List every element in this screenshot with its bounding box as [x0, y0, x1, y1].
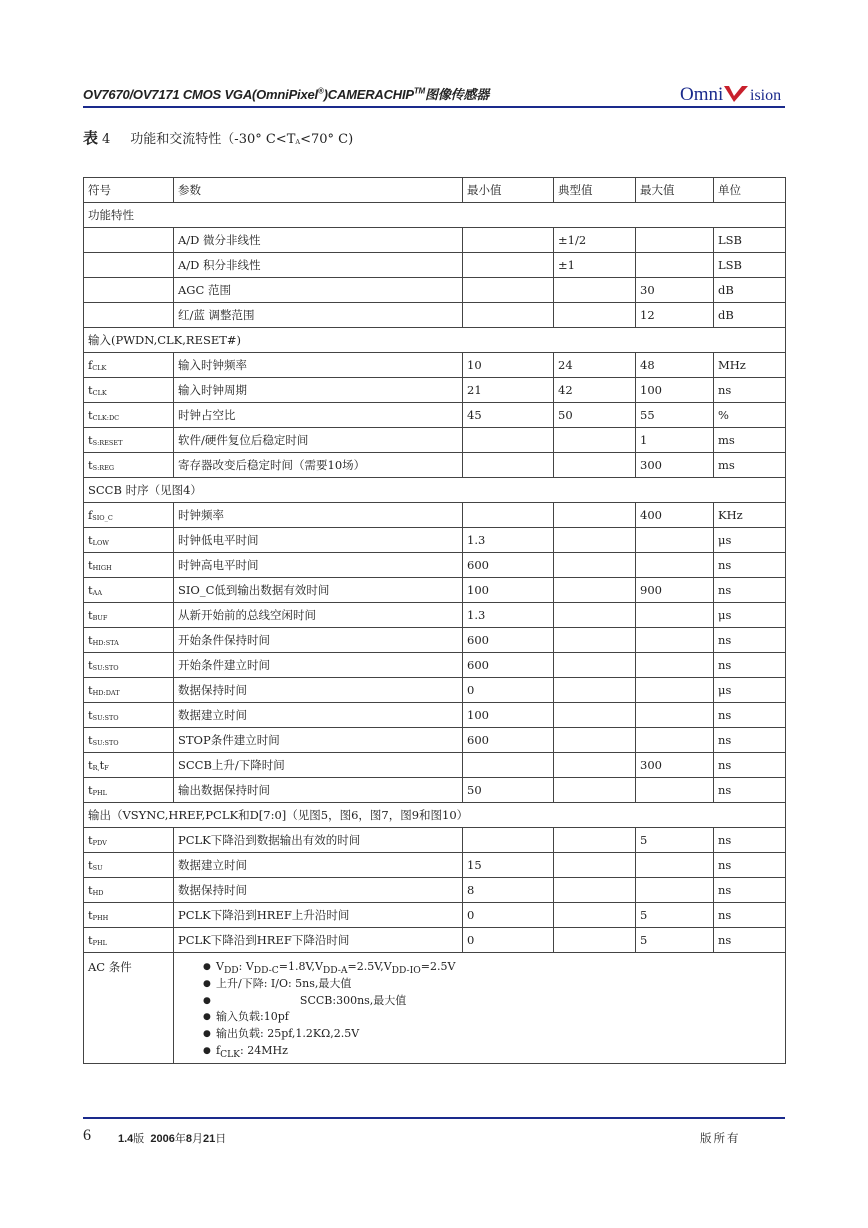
parameter-cell: 数据建立时间 — [174, 703, 463, 728]
symbol-letter: t — [88, 783, 93, 797]
min-value-cell: 600 — [463, 553, 554, 578]
parameter-cell: 输入时钟周期 — [174, 378, 463, 403]
registered-mark: ® — [317, 86, 324, 96]
min-value-cell — [463, 753, 554, 778]
section-title: 输入(PWDN,CLK,RESET#) — [84, 328, 786, 353]
symbol-subscript: S:REG — [92, 464, 115, 472]
symbol-letter: t — [88, 583, 93, 597]
unit-cell: μs — [714, 603, 786, 628]
symbol-cell — [84, 228, 174, 253]
parameter-cell: AGC 范围 — [174, 278, 463, 303]
min-value-cell: 8 — [463, 878, 554, 903]
symbol-cell — [84, 403, 174, 428]
symbol-cell — [84, 253, 174, 278]
bullet-icon: ● — [203, 1012, 211, 1023]
table-row — [84, 653, 786, 678]
symbol-cell — [84, 453, 174, 478]
symbol-cell — [84, 553, 174, 578]
symbol-letter: t — [88, 433, 93, 447]
symbol-subscript: SU:STO — [92, 664, 119, 672]
typ-value-cell — [554, 578, 636, 603]
symbol-cell — [84, 678, 174, 703]
table-header-row — [84, 178, 786, 203]
symbol-cell — [84, 503, 174, 528]
max-value-cell — [636, 528, 714, 553]
symbol-cell — [84, 628, 174, 653]
header-rule — [83, 106, 785, 108]
symbol-letter: t — [88, 633, 93, 647]
unit-cell: KHz — [714, 503, 786, 528]
svg-text:ision: ision — [750, 87, 782, 104]
table-row — [84, 553, 786, 578]
table-row — [84, 778, 786, 803]
min-value-cell: 10 — [463, 353, 554, 378]
caption-text-tail: <70° C) — [300, 132, 354, 147]
typ-value-cell — [554, 778, 636, 803]
min-value-cell: 0 — [463, 678, 554, 703]
ac-condition-text: 输出负载: 25pf,1.2KΩ,2.5V — [216, 1027, 360, 1041]
symbol-subscript: SU — [92, 864, 103, 872]
section-row-output — [84, 803, 786, 828]
header-cell: 典型值 — [554, 178, 636, 203]
symbol-subscript: R, — [92, 764, 100, 772]
header-title-tail: 图像传感器 — [425, 87, 490, 102]
table-row — [84, 753, 786, 778]
unit-cell: ns — [714, 378, 786, 403]
min-value-cell: 15 — [463, 853, 554, 878]
trademark-mark: TM — [413, 86, 426, 96]
bullet-icon: ● — [203, 1029, 211, 1040]
table-row — [84, 678, 786, 703]
symbol-cell — [84, 703, 174, 728]
max-value-cell — [636, 678, 714, 703]
typ-value-cell — [554, 878, 636, 903]
typ-value-cell — [554, 453, 636, 478]
symbol-letter: t — [88, 533, 93, 547]
typ-value-cell — [554, 928, 636, 953]
parameter-cell: 数据保持时间 — [174, 878, 463, 903]
symbol-letter: t — [88, 708, 93, 722]
symbol-subscript: HD:DAT — [92, 689, 120, 697]
symbol-letter: t — [88, 458, 93, 472]
typ-value-cell — [554, 553, 636, 578]
max-value-cell — [636, 228, 714, 253]
symbol-cell — [84, 778, 174, 803]
table-row — [84, 528, 786, 553]
unit-cell: dB — [714, 278, 786, 303]
symbol-cell — [84, 303, 174, 328]
symbol-cell — [84, 653, 174, 678]
symbol-subscript: PHL — [92, 939, 107, 947]
unit-cell: ns — [714, 753, 786, 778]
parameter-cell: PCLK下降沿到HREF下降沿时间 — [174, 928, 463, 953]
typ-value-cell: 24 — [554, 353, 636, 378]
max-value-cell — [636, 728, 714, 753]
bullet-icon: ● — [203, 995, 211, 1006]
max-value-cell: 300 — [636, 453, 714, 478]
max-value-cell — [636, 878, 714, 903]
typ-value-cell — [554, 678, 636, 703]
parameter-cell: 时钟占空比 — [174, 403, 463, 428]
max-value-cell: 30 — [636, 278, 714, 303]
unit-cell: ms — [714, 428, 786, 453]
typ-value-cell: 50 — [554, 403, 636, 428]
symbol-letter: t — [88, 408, 93, 422]
max-value-cell — [636, 628, 714, 653]
symbol-subscript: LOW — [92, 539, 109, 547]
typ-value-cell — [554, 728, 636, 753]
symbol-letter: f — [88, 358, 93, 372]
parameter-cell: PCLK下降沿到HREF上升沿时间 — [174, 903, 463, 928]
symbol-cell — [84, 378, 174, 403]
document-header-title — [83, 84, 489, 103]
typ-value-cell — [554, 903, 636, 928]
symbol-subscript: PHL — [92, 789, 107, 797]
typ-value-cell — [554, 828, 636, 853]
ac-condition-text: SCCB:300ns,最大值 — [216, 993, 407, 1007]
table-row — [84, 303, 786, 328]
symbol-subscript: HIGH — [92, 564, 112, 572]
header-cell: 参数 — [174, 178, 463, 203]
ac-conditions-list-cell — [174, 953, 786, 1064]
month: 8 — [185, 1133, 193, 1145]
ac-condition-text: 上升/下降: I/O: 5ns,最大值 — [216, 976, 352, 990]
table-row — [84, 378, 786, 403]
caption-subscript: A — [295, 138, 301, 146]
min-value-cell: 50 — [463, 778, 554, 803]
min-value-cell: 21 — [463, 378, 554, 403]
section-row-input — [84, 328, 786, 353]
unit-cell: MHz — [714, 353, 786, 378]
max-value-cell: 400 — [636, 503, 714, 528]
typ-value-cell — [554, 603, 636, 628]
max-value-cell: 1 — [636, 428, 714, 453]
max-value-cell — [636, 853, 714, 878]
min-value-cell: 1.3 — [463, 603, 554, 628]
unit-cell: LSB — [714, 253, 786, 278]
omnivision-logo — [680, 82, 786, 104]
unit-cell: ns — [714, 853, 786, 878]
parameter-cell: 开始条件保持时间 — [174, 628, 463, 653]
version-number: 1.4 — [118, 1133, 134, 1145]
table-row — [84, 878, 786, 903]
max-value-cell: 48 — [636, 353, 714, 378]
symbol-letter: t — [88, 658, 93, 672]
min-value-cell — [463, 278, 554, 303]
symbol-letter: t — [88, 758, 93, 772]
unit-cell: dB — [714, 303, 786, 328]
section-title: 功能特性 — [84, 203, 786, 228]
parameter-cell: STOP条件建立时间 — [174, 728, 463, 753]
max-value-cell: 900 — [636, 578, 714, 603]
symbol-cell — [84, 728, 174, 753]
max-value-cell: 5 — [636, 903, 714, 928]
parameter-cell: 寄存器改变后稳定时间（需要10场） — [174, 453, 463, 478]
header-cell: 最小值 — [463, 178, 554, 203]
max-value-cell: 100 — [636, 378, 714, 403]
unit-cell: % — [714, 403, 786, 428]
symbol-cell — [84, 278, 174, 303]
typ-value-cell — [554, 628, 636, 653]
table-caption — [83, 127, 353, 148]
ac-condition-item — [178, 1043, 785, 1060]
min-value-cell: 45 — [463, 403, 554, 428]
min-value-cell: 0 — [463, 928, 554, 953]
table-row — [84, 428, 786, 453]
symbol-subscript: HD — [92, 889, 104, 897]
unit-cell: ns — [714, 728, 786, 753]
symbol-letter: t — [88, 858, 93, 872]
table-row — [84, 228, 786, 253]
parameter-cell: 数据保持时间 — [174, 678, 463, 703]
symbol-letter: t — [88, 558, 93, 572]
typ-value-cell — [554, 653, 636, 678]
table-row — [84, 628, 786, 653]
table-row — [84, 853, 786, 878]
max-value-cell — [636, 703, 714, 728]
unit-cell: ns — [714, 553, 786, 578]
table-row — [84, 828, 786, 853]
table-row — [84, 253, 786, 278]
parameter-cell: A/D 积分非线性 — [174, 253, 463, 278]
parameter-cell: 输出数据保持时间 — [174, 778, 463, 803]
unit-cell: ns — [714, 628, 786, 653]
symbol-letter: t — [88, 683, 93, 697]
symbol-cell — [84, 828, 174, 853]
parameter-cell: 从新开始前的总线空闲时间 — [174, 603, 463, 628]
section-title: 输出（VSYNC,HREF,PCLK和D[7:0]（见图5，图6，图7，图9和图10） — [84, 803, 786, 828]
table-row — [84, 278, 786, 303]
table-row — [84, 503, 786, 528]
parameter-cell: SCCB上升/下降时间 — [174, 753, 463, 778]
min-value-cell — [463, 453, 554, 478]
min-value-cell — [463, 253, 554, 278]
typ-value-cell — [554, 853, 636, 878]
page-number: 6 — [83, 1127, 91, 1144]
parameter-cell: 时钟低电平时间 — [174, 528, 463, 553]
caption-text: 功能和交流特性（-30° C<T — [130, 132, 296, 147]
max-value-cell: 55 — [636, 403, 714, 428]
parameter-cell: SIO_C低到输出数据有效时间 — [174, 578, 463, 603]
symbol-cell — [84, 903, 174, 928]
symbol-cell — [84, 928, 174, 953]
parameter-cell: A/D 微分非线性 — [174, 228, 463, 253]
symbol-letter: t — [88, 733, 93, 747]
svg-text:Omni: Omni — [680, 84, 724, 104]
symbol-subscript: CLK:DC — [92, 414, 120, 422]
ac-condition-text: 输入负载:10pf — [216, 1010, 289, 1024]
ac-condition-item — [178, 976, 785, 993]
symbol-letter: t — [99, 758, 105, 772]
max-value-cell — [636, 653, 714, 678]
year: 2006 — [150, 1133, 175, 1145]
symbol-cell — [84, 428, 174, 453]
symbol-letter: t — [88, 933, 93, 947]
header-cell: 单位 — [714, 178, 786, 203]
min-value-cell: 100 — [463, 578, 554, 603]
typ-value-cell: ±1/2 — [554, 228, 636, 253]
min-value-cell — [463, 228, 554, 253]
symbol-subscript: SIO_C — [92, 514, 113, 522]
unit-cell: ns — [714, 578, 786, 603]
max-value-cell: 300 — [636, 753, 714, 778]
symbol-subscript: CLK — [92, 389, 107, 397]
parameter-cell: 时钟频率 — [174, 503, 463, 528]
parameter-cell: 数据建立时间 — [174, 853, 463, 878]
max-value-cell: 5 — [636, 928, 714, 953]
symbol-subscript: PHH — [92, 914, 109, 922]
symbol-letter: f — [88, 508, 93, 522]
symbol-subscript: BUF — [92, 614, 108, 622]
table-row — [84, 353, 786, 378]
bullet-icon: ● — [203, 978, 211, 989]
ac-condition-item — [178, 993, 785, 1010]
parameter-cell: 输入时钟频率 — [174, 353, 463, 378]
symbol-letter: t — [88, 608, 93, 622]
symbol-cell — [84, 853, 174, 878]
max-value-cell — [636, 603, 714, 628]
table-row — [84, 453, 786, 478]
unit-cell: ns — [714, 703, 786, 728]
version-date — [118, 1130, 226, 1146]
max-value-cell — [636, 778, 714, 803]
year-label: 年 — [174, 1133, 186, 1145]
min-value-cell — [463, 503, 554, 528]
symbol-subscript: HD:STA — [92, 639, 119, 647]
ac-condition-item — [178, 1009, 785, 1026]
header-cell: 符号 — [84, 178, 174, 203]
symbol-subscript: SU:STO — [92, 714, 119, 722]
parameter-cell: 开始条件建立时间 — [174, 653, 463, 678]
unit-cell: ns — [714, 653, 786, 678]
symbol-cell — [84, 878, 174, 903]
min-value-cell: 600 — [463, 628, 554, 653]
max-value-cell — [636, 253, 714, 278]
symbol-subscript: SU:STO — [92, 739, 119, 747]
header-cell: 最大值 — [636, 178, 714, 203]
section-row-functional — [84, 203, 786, 228]
section-title: SCCB 时序（见图4） — [84, 478, 786, 503]
unit-cell: ns — [714, 828, 786, 853]
symbol-cell — [84, 603, 174, 628]
min-value-cell: 600 — [463, 728, 554, 753]
caption-label: 表 — [83, 129, 99, 147]
min-value-cell — [463, 428, 554, 453]
max-value-cell: 12 — [636, 303, 714, 328]
symbol-subscript: AA — [92, 589, 103, 597]
day-label: 日 — [215, 1133, 227, 1145]
max-value-cell: 5 — [636, 828, 714, 853]
unit-cell: ms — [714, 453, 786, 478]
ac-condition-item — [178, 959, 785, 976]
symbol-cell — [84, 578, 174, 603]
header-title-text: OV7670/OV7171 CMOS VGA(OmniPixel — [83, 87, 318, 102]
symbol-letter: t — [88, 383, 93, 397]
unit-cell: μs — [714, 528, 786, 553]
ac-condition-text: $V_{DD}$: $V_{DD-C}=1.8V,V_{DD-A}=2.5V,V_{DD-IO}=2.5V$ — [216, 960, 456, 977]
parameter-cell: 时钟高电平时间 — [174, 553, 463, 578]
bullet-icon: ● — [203, 1045, 211, 1056]
unit-cell: ns — [714, 903, 786, 928]
typ-value-cell — [554, 278, 636, 303]
min-value-cell — [463, 828, 554, 853]
max-value-cell — [636, 553, 714, 578]
ac-conditions-row — [84, 953, 786, 1064]
symbol-cell — [84, 753, 174, 778]
header-title-mid: )CAMERACHIP — [323, 87, 414, 102]
ac-conditions-list — [178, 959, 785, 1060]
parameter-cell: 软件/硬件复位后稳定时间 — [174, 428, 463, 453]
unit-cell: ns — [714, 878, 786, 903]
symbol-subscript: CLK — [92, 364, 107, 372]
table-row — [84, 578, 786, 603]
symbol-cell — [84, 353, 174, 378]
bullet-icon: ● — [203, 962, 211, 972]
copyright: 版所有 — [700, 1131, 741, 1145]
typ-value-cell — [554, 753, 636, 778]
spec-table — [83, 177, 786, 1064]
min-value-cell: 600 — [463, 653, 554, 678]
version-label: 版 — [133, 1133, 145, 1145]
min-value-cell: 0 — [463, 903, 554, 928]
symbol-letter: t — [88, 883, 93, 897]
symbol-letter: t — [88, 833, 93, 847]
min-value-cell: 1.3 — [463, 528, 554, 553]
table-row — [84, 603, 786, 628]
table-row — [84, 703, 786, 728]
ac-condition-text: $f_{CLK}$: 24MHz — [216, 1043, 288, 1061]
symbol-subscript: F — [104, 764, 109, 772]
unit-cell: LSB — [714, 228, 786, 253]
typ-value-cell: ±1 — [554, 253, 636, 278]
symbol-cell — [84, 528, 174, 553]
symbol-letter: t — [88, 908, 93, 922]
parameter-cell: PCLK下降沿到数据输出有效的时间 — [174, 828, 463, 853]
day: 21 — [203, 1133, 216, 1145]
caption-number: 4 — [102, 132, 111, 147]
symbol-subscript: PDV — [92, 839, 107, 847]
typ-value-cell — [554, 503, 636, 528]
typ-value-cell — [554, 303, 636, 328]
unit-cell: ns — [714, 778, 786, 803]
typ-value-cell: 42 — [554, 378, 636, 403]
table-row — [84, 928, 786, 953]
min-value-cell: 100 — [463, 703, 554, 728]
unit-cell: ns — [714, 928, 786, 953]
min-value-cell — [463, 303, 554, 328]
table-row — [84, 403, 786, 428]
footer-rule — [83, 1117, 785, 1119]
ac-conditions-label: AC 条件 — [84, 953, 174, 1064]
month-label: 月 — [192, 1133, 204, 1145]
symbol-subscript: S:RESET — [92, 439, 123, 447]
typ-value-cell — [554, 528, 636, 553]
typ-value-cell — [554, 703, 636, 728]
section-row-sccb — [84, 478, 786, 503]
table-row — [84, 903, 786, 928]
parameter-cell: 红/蓝 调整范围 — [174, 303, 463, 328]
table-row — [84, 728, 786, 753]
ac-condition-item — [178, 1026, 785, 1043]
unit-cell: μs — [714, 678, 786, 703]
typ-value-cell — [554, 428, 636, 453]
